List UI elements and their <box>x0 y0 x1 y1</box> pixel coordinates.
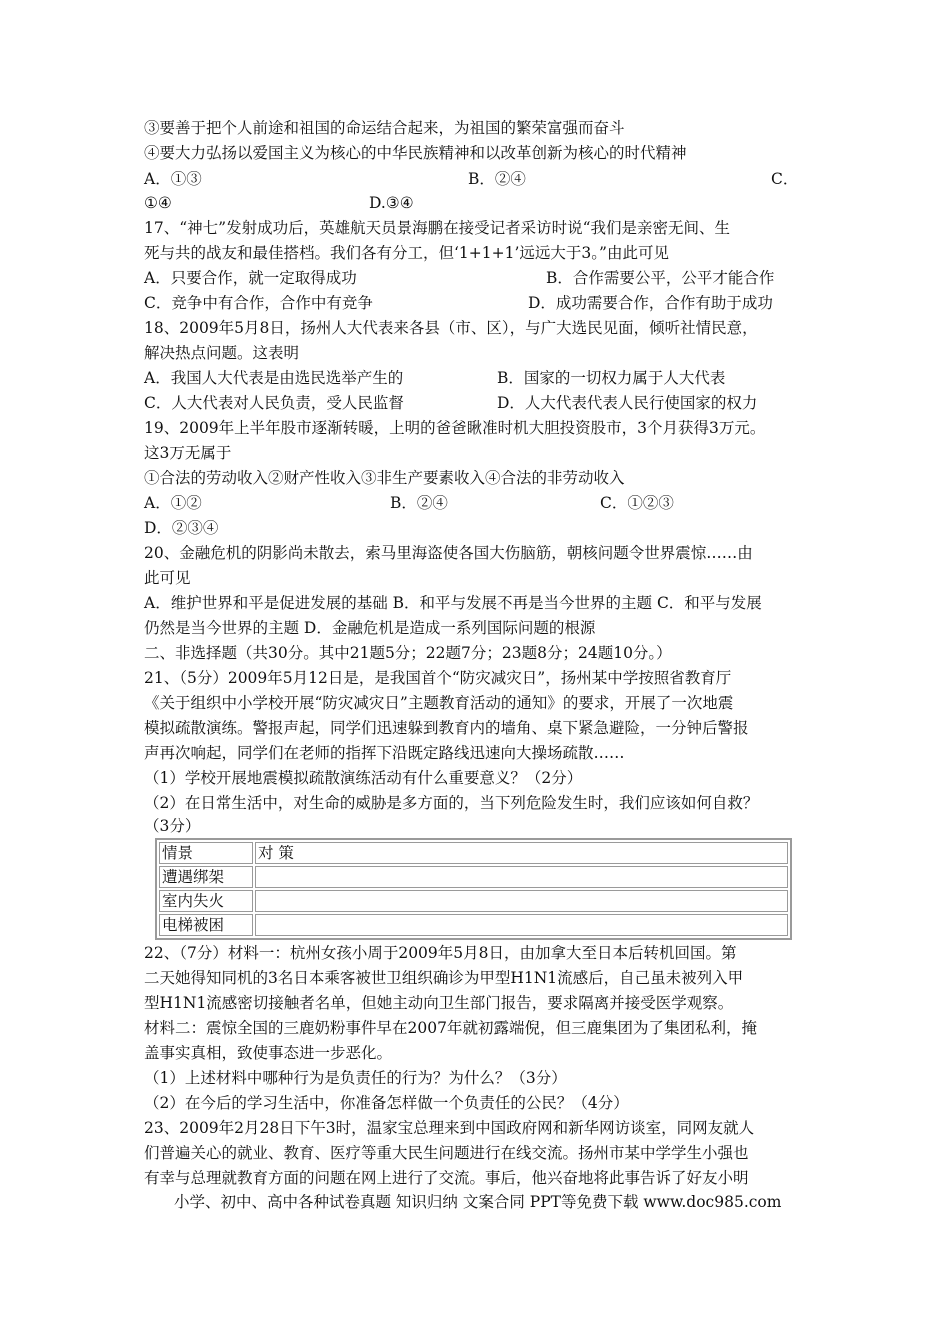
option-line-3: ③要善于把个人前途和祖国的命运结合起来，为祖国的繁荣富强而奋斗 <box>144 119 625 137</box>
q21-stem-3: 模拟疏散演练。警报声起，同学们迅速躲到教育内的墙角、桌下紧急避险，一分钟后警报 <box>144 719 749 737</box>
q19-choice-a: A．①② <box>144 494 202 512</box>
q17-choice-a: A．只要合作，就一定取得成功 <box>144 269 357 287</box>
q22-sub-2: （2）在今后的学习生活中，你准备怎样做一个负责任的公民？（4分） <box>144 1094 629 1112</box>
section-2-heading: 二、非选择题（共30分。其中21题5分；22题7分；23题8分；24题10分。） <box>144 644 672 662</box>
q20-stem-1: 20、金融危机的阴影尚未散去，索马里海盗使各国大伤脑筋，朝核问题令世界震惊……由 <box>144 544 753 562</box>
q18-choice-d: D．人大代表代表人民行使国家的权力 <box>497 394 758 412</box>
q23-stem-1: 23、2009年2月28日下午3时，温家宝总理来到中国政府网和新华网访谈室，同网友就人 <box>144 1119 755 1137</box>
q22-stem-5: 盖事实真相，致使事态进一步恶化。 <box>144 1044 393 1062</box>
q21-sub-1: （1）学校开展地震模拟疏散演练活动有什么重要意义？（2分） <box>144 769 583 787</box>
q17-choice-c: C．竞争中有合作，合作中有竞争 <box>144 294 373 312</box>
table-cell-scene: 电梯被困 <box>159 914 253 936</box>
q22-stem-4: 材料二：震惊全国的三鹿奶粉事件早在2007年就初露端倪，但三鹿集团为了集团私利，掩 <box>144 1019 757 1037</box>
q20-choices-1: A．维护世界和平是促进发展的基础 B．和平与发展不再是当今世界的主题 C．和平与发展 <box>144 594 762 612</box>
q17-choice-b: B．合作需要公平，公平才能合作 <box>546 269 775 287</box>
q20-choices-2: 仍然是当今世界的主题 D．金融危机是造成一系列国际问题的根源 <box>144 619 596 637</box>
q21-stem-2: 《关于组织中小学校开展“防灾减灾日”主题教育活动的通知》的要求，开展了一次地震 <box>144 694 734 712</box>
q21-stem-4: 声再次响起，同学们在老师的指挥下沿既定路线迅速向大操场疏散…… <box>144 744 625 762</box>
q19-choice-d: D．②③④ <box>144 519 219 537</box>
q19-stem-2: 这3万无属于 <box>144 444 232 462</box>
q18-choice-c: C．人大代表对人民负责，受人民监督 <box>144 394 404 412</box>
q23-stem-3: 有幸与总理就教育方面的问题在网上进行了交流。事后，他兴奋地将此事告诉了好友小明 <box>144 1169 749 1187</box>
table-header-row <box>159 842 788 864</box>
table-row <box>159 914 788 936</box>
scenario-table <box>155 838 792 940</box>
table-header-scene: 情景 <box>159 842 253 864</box>
table-cell-answer <box>255 914 788 936</box>
q18-stem-1: 18、2009年5月8日，扬州人大代表来各县（市、区），与广大选民见面，倾听社情民意， <box>144 319 758 337</box>
table-header-strategy: 对 策 <box>255 842 788 864</box>
q23-stem-2: 们普遍关心的就业、教育、医疗等重大民生问题进行在线交流。扬州市某中学学生小强也 <box>144 1144 749 1162</box>
q21-stem-1: 21、（5分）2009年5月12日是，是我国首个“防灾减灾日”，扬州某中学按照省教育厅 <box>144 669 732 687</box>
q21-sub-2-points: （3分） <box>144 817 201 835</box>
q19-statements: ①合法的劳动收入②财产性收入③非生产要素收入④合法的非劳动收入 <box>144 469 625 487</box>
q18-choice-b: B．国家的一切权力属于人大代表 <box>497 369 726 387</box>
q21-sub-2: （2）在日常生活中，对生命的威胁是多方面的，当下列危险发生时，我们应该如何自救？ <box>144 794 759 812</box>
q16-choice-a: A．①③ <box>144 170 202 188</box>
q16-choice-d: D.③④ <box>369 194 414 212</box>
q17-choice-d: D．成功需要合作，合作有助于成功 <box>528 294 773 312</box>
table-row <box>159 890 788 912</box>
q19-choice-c: C．①②③ <box>600 494 674 512</box>
table-cell-scene: 遭遇绑架 <box>159 866 253 888</box>
table-cell-answer <box>255 890 788 912</box>
table-cell-scene: 室内失火 <box>159 890 253 912</box>
q22-sub-1: （1）上述材料中哪种行为是负责任的行为？为什么？（3分） <box>144 1069 567 1087</box>
q18-choice-a: A．我国人大代表是由选民选举产生的 <box>144 369 404 387</box>
q20-stem-2: 此可见 <box>144 569 191 587</box>
table-row <box>159 866 788 888</box>
q17-stem-2: 死与共的战友和最佳搭档。我们各有分工，但‘1+1+1’远远大于3。”由此可见 <box>144 244 669 262</box>
q16-choice-c: C． <box>771 170 799 188</box>
footer-advert: 小学、初中、高中各种试卷真题 知识归纳 文案合同 PPT等免费下载 www.doc985.com <box>174 1193 782 1211</box>
q19-stem-1: 19、2009年上半年股市逐渐转暖，上明的爸爸瞅准时机大胆投资股市，3个月获得3万元。 <box>144 419 766 437</box>
q22-stem-3: 型H1N1流感密切接触者名单，但她主动向卫生部门报告，要求隔离并接受医学观察。 <box>144 994 734 1012</box>
q22-stem-1: 22、（7分）材料一：杭州女孩小周于2009年5月8日，由加拿大至日本后转机回国。第 <box>144 944 737 962</box>
q22-stem-2: 二天她得知同机的3名日本乘客被世卫组织确诊为甲型H1N1流感后，自己虽未被列入甲 <box>144 969 744 987</box>
q17-stem-1: 17、“神七”发射成功后，英雄航天员景海鹏在接受记者采访时说“我们是亲密无间、生 <box>144 219 730 237</box>
q19-choice-b: B．②④ <box>390 494 448 512</box>
option-line-4: ④要大力弘扬以爱国主义为核心的中华民族精神和以改革创新为核心的时代精神 <box>144 144 687 162</box>
table-cell-answer <box>255 866 788 888</box>
q16-choice-b: B．②④ <box>468 170 526 188</box>
q16-choice-c-text: ①④ <box>144 194 172 212</box>
q18-stem-2: 解决热点问题。这表明 <box>144 344 300 362</box>
